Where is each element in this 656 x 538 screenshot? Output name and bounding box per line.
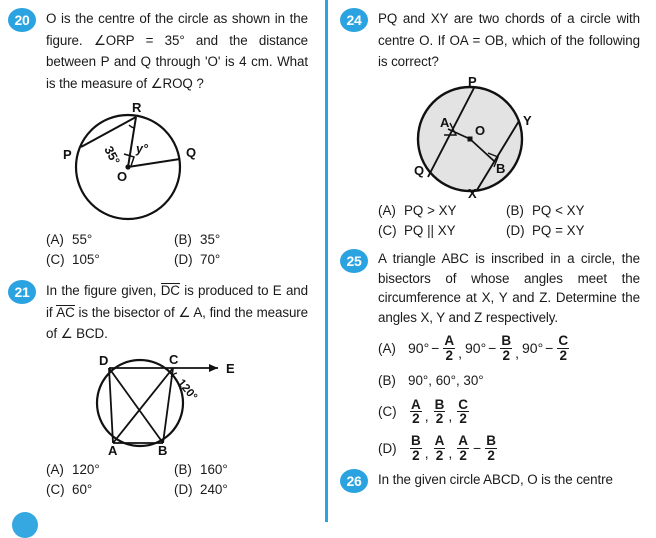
options-question-25 — [378, 334, 640, 463]
numerator: A — [458, 433, 469, 449]
option-a[interactable] — [46, 230, 174, 250]
comma: , — [448, 408, 453, 425]
option-a-expression — [408, 334, 571, 363]
option-row — [46, 480, 308, 500]
option-b-value: 35° — [200, 231, 221, 247]
question-21 — [8, 280, 308, 500]
denominator: 2 — [487, 447, 495, 463]
question-number-badge: 25 — [340, 249, 368, 273]
option-c-label: (C) — [378, 223, 397, 239]
term-1-lead: 90° — [408, 340, 430, 357]
comma: , — [424, 444, 429, 461]
column-divider — [325, 0, 328, 522]
label-angle-35: 35° — [101, 143, 123, 167]
question-number-badge: 24 — [340, 8, 368, 32]
option-b[interactable] — [174, 460, 302, 480]
q21-angle-bcd: ∠ BCD — [60, 326, 105, 342]
figure-question-21 — [68, 351, 308, 456]
q20-angle-orp: ∠ORP — [93, 32, 135, 48]
label-O: O — [475, 123, 486, 139]
question-25 — [340, 249, 640, 462]
q21-segment-ac: AC — [56, 304, 75, 320]
option-d-label: (D) — [378, 440, 397, 456]
option-c[interactable] — [46, 250, 174, 270]
fraction-a-3 — [556, 334, 570, 363]
question-number-badge: 26 — [340, 469, 368, 493]
option-c[interactable] — [378, 221, 506, 241]
option-c[interactable] — [378, 398, 640, 427]
option-a-label: (A) — [378, 340, 396, 356]
fraction-a-1 — [442, 334, 456, 363]
question-number-badge: 21 — [8, 280, 36, 304]
comma: , — [424, 408, 429, 425]
comma: , — [515, 344, 519, 361]
option-d[interactable] — [174, 250, 302, 270]
term-3-lead: 90° — [522, 340, 544, 357]
option-b-value: 90°, 60°, 30° — [408, 372, 484, 388]
denominator: 2 — [412, 447, 420, 463]
option-b-value: 160° — [200, 462, 228, 478]
option-c-label: (C) — [378, 404, 397, 420]
numerator: A — [411, 396, 421, 412]
denominator: 2 — [412, 411, 420, 427]
options-question-21 — [46, 460, 308, 500]
denominator: 2 — [459, 411, 467, 427]
options-question-20 — [46, 230, 308, 270]
option-row — [46, 250, 308, 270]
option-row — [46, 230, 308, 250]
term-3-op: − — [545, 340, 554, 357]
question-24-text: PQ and XY are two chords of a circle with centre O. If OA = OB, which of the following is correct? — [378, 11, 640, 70]
option-row — [46, 460, 308, 480]
q21-text-part-4: , find the measure of — [46, 304, 309, 342]
option-row — [378, 201, 640, 221]
fraction-a-2 — [499, 334, 513, 363]
option-b[interactable] — [378, 373, 640, 388]
fraction-d-4 — [484, 434, 498, 463]
denominator: 2 — [459, 447, 467, 463]
label-E: E — [226, 361, 235, 377]
numerator: B — [434, 396, 445, 412]
label-A: A — [440, 115, 450, 131]
label-angle-y: y° — [136, 141, 148, 156]
comma: , — [458, 344, 462, 361]
q21-text-part-3: is the bisector of — [74, 304, 179, 320]
question-26-text: In the given circle ABCD, O is the centre — [378, 471, 613, 487]
question-26 — [340, 469, 640, 491]
term-2-lead: 90° — [465, 340, 487, 357]
q21-segment-dc: DC — [160, 283, 180, 299]
option-b-label: (B) — [174, 462, 192, 478]
question-20-text — [46, 8, 308, 95]
label-R: R — [132, 100, 142, 115]
denominator: 2 — [445, 347, 453, 363]
question-21-text — [46, 280, 308, 345]
numerator: A — [444, 333, 455, 349]
option-d-expression — [408, 434, 499, 463]
label-O: O — [117, 168, 128, 184]
option-c-label: (C) — [46, 482, 65, 498]
question-20 — [8, 8, 308, 270]
numerator: A — [434, 433, 445, 449]
q20-text-part-3: ? — [192, 76, 204, 92]
option-c-value: PQ || XY — [404, 223, 456, 239]
option-a-label: (A) — [46, 231, 64, 247]
question-25-text: A triangle ABC is inscribed in a circle, the bisectors of whose angles meet the circumference at X, Y and Z. Determine the angles X, Y and Z respectively. — [378, 251, 640, 325]
option-a-value: 120° — [72, 462, 100, 478]
right-column — [340, 0, 640, 492]
option-row — [378, 221, 640, 241]
option-d-label: (D) — [174, 482, 193, 498]
option-d[interactable] — [378, 434, 640, 463]
question-number-badge: 20 — [8, 8, 36, 32]
label-P: P — [468, 77, 477, 90]
term-2-op: − — [488, 340, 497, 357]
fraction-d-3 — [456, 434, 470, 463]
next-question-badge-cutoff — [12, 512, 38, 538]
figure-question-24 — [382, 77, 640, 199]
q21-text-part-5: . — [104, 326, 108, 342]
option-b-label: (B) — [174, 231, 192, 247]
label-Q: Q — [186, 144, 197, 160]
comma: , — [448, 444, 453, 461]
option-d-value: PQ = XY — [532, 223, 585, 239]
option-c-value: 105° — [72, 251, 100, 267]
denominator: 2 — [559, 347, 567, 363]
options-question-24 — [378, 201, 640, 241]
label-P: P — [63, 146, 72, 162]
term-d-op: − — [473, 440, 482, 457]
denominator: 2 — [502, 347, 510, 363]
fraction-d-1 — [409, 434, 423, 463]
option-c-value: 60° — [72, 482, 93, 498]
fraction-c-1 — [409, 398, 423, 427]
option-a[interactable] — [46, 460, 174, 480]
label-Q: Q — [414, 163, 425, 179]
left-column — [8, 0, 308, 502]
label-A: A — [108, 443, 118, 457]
q20-text-part-1: O is the centre of the circle as shown in the figure. — [46, 11, 308, 48]
q21-angle-a: ∠ A — [178, 304, 203, 320]
option-a-value: PQ > XY — [404, 203, 457, 219]
q21-text-part-1: In the figure given, — [46, 283, 161, 299]
option-b-label: (B) — [378, 372, 396, 388]
option-d[interactable] — [174, 480, 302, 500]
denominator: 2 — [435, 447, 444, 463]
label-C: C — [169, 352, 179, 368]
numerator: B — [411, 433, 421, 449]
figure-question-20 — [28, 101, 308, 226]
option-a[interactable] — [378, 201, 506, 221]
label-angle-120: 120° — [174, 377, 200, 404]
question-24 — [340, 8, 640, 241]
option-d-label: (D) — [506, 223, 525, 239]
option-d-value: 240° — [200, 482, 228, 498]
fraction-c-3 — [456, 398, 470, 427]
label-B: B — [158, 443, 168, 457]
numerator: B — [486, 433, 496, 449]
option-a-value: 55° — [72, 231, 93, 247]
numerator: B — [501, 333, 512, 349]
label-B: B — [496, 161, 506, 177]
option-c[interactable] — [46, 480, 174, 500]
denominator: 2 — [435, 411, 444, 427]
fraction-c-2 — [433, 398, 447, 427]
fraction-d-2 — [433, 434, 447, 463]
option-d-label: (D) — [174, 251, 193, 267]
label-Y: Y — [523, 113, 532, 129]
option-a-label: (A) — [378, 203, 396, 219]
option-b[interactable] — [506, 201, 634, 221]
label-D: D — [99, 353, 109, 369]
option-b-value: PQ < XY — [532, 203, 585, 219]
option-c-label: (C) — [46, 251, 65, 267]
numerator: C — [458, 396, 469, 412]
numerator: C — [558, 333, 569, 349]
option-c-expression — [408, 398, 471, 427]
option-b-label: (B) — [506, 203, 524, 219]
option-d[interactable] — [506, 221, 634, 241]
option-d-value: 70° — [200, 251, 221, 267]
q21-text-part-2: is produced to E and if — [46, 283, 308, 320]
q20-text-part-2: = 35° and the distance between P and Q through 'O' is 4 cm. What is the measure of — [46, 32, 309, 92]
q20-angle-roq: ∠ROQ — [150, 76, 193, 92]
term-1-op: − — [431, 340, 440, 357]
option-a-label: (A) — [46, 462, 64, 478]
label-X: X — [468, 186, 477, 200]
option-a[interactable] — [378, 334, 640, 363]
option-b[interactable] — [174, 230, 302, 250]
